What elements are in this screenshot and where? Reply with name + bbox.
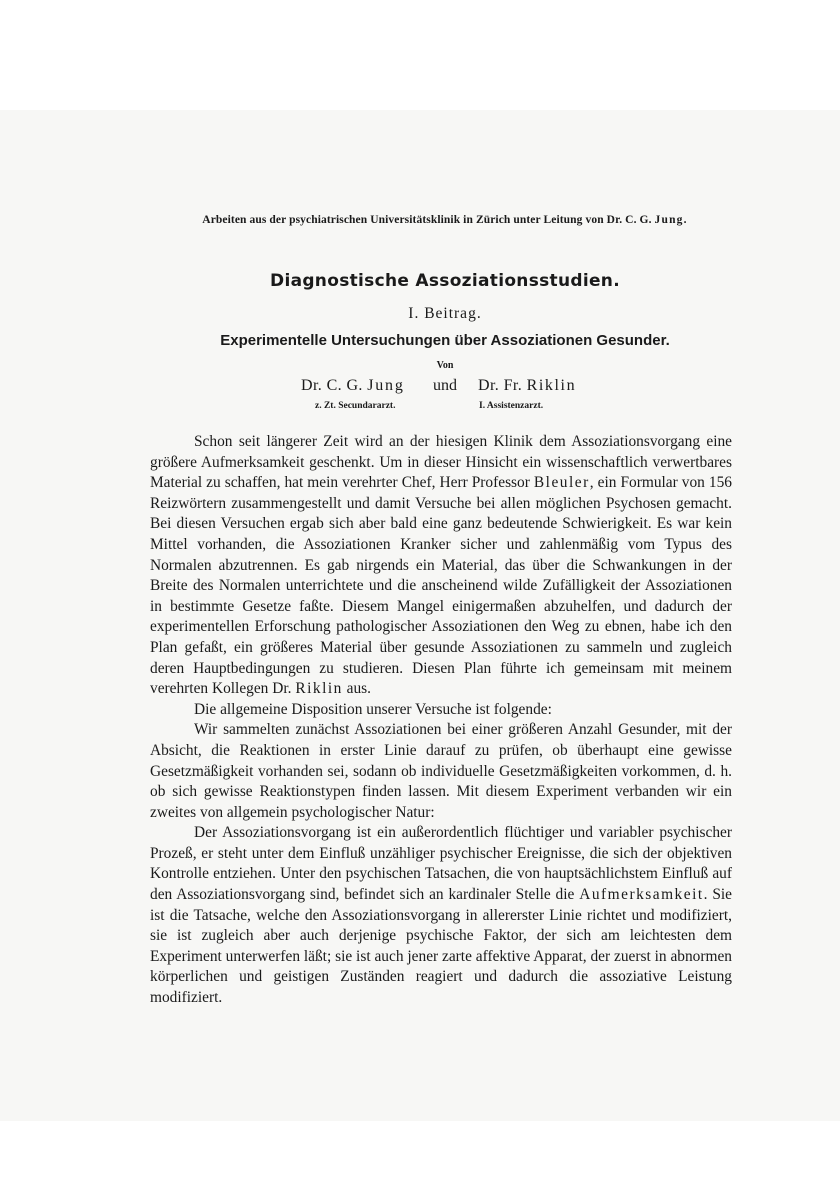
author-2-name: Riklin xyxy=(526,377,577,394)
name-riklin: Riklin xyxy=(295,680,343,698)
author-conjunction: und xyxy=(433,377,457,394)
article-title: Diagnostische Assoziationsstudien. xyxy=(270,271,620,291)
paragraph-1-part-2: , ein Formular von 156 Reizwörtern zusammengestellt und damit Versuche bei allen möglichen Psychosen gemacht. Bei diesen Versuchen ergab sich aber bald eine ganz bedeutende Schwierigkeit. Es war kein Mittel vorhanden, die Assoziationen Kranker sicher und zahlenmäßig vom Typus des Normalen abzutrennen. Es gab nirgends ein Material, das über die Schwankungen in der Breite des Normalen unterrichtete und die anscheinend wilde Zufälligkeit der Assoziationen in bestimmte Gesetze faßte. Diesem Mangel einigermaßen abzuhelfen, und dadurch der experimentellen Erforschung pathologischer Assoziationen den Weg zu ebnen, habe ich den Plan gefaßt, ein größeres Material über gesunde Assoziationen zu sammeln und zugleich deren Hauptbedingungen zu studieren. Diesen Plan führte ich gemeinsam mit meinem verehrten Kollegen Dr. xyxy=(150,474,732,698)
name-bleuler: Bleuler xyxy=(533,474,590,492)
paragraph-1 xyxy=(150,432,732,700)
running-head-text: Arbeiten aus der psychiatrischen Universitätsklinik in Zürich unter Leitung von Dr. C. G. xyxy=(202,214,652,226)
article-heading: Experimentelle Untersuchungen über Assoziationen Gesunder. xyxy=(220,332,670,349)
author-1-name: Jung xyxy=(367,377,405,394)
author-2 xyxy=(478,377,576,395)
paragraph-2: Die allgemeine Disposition unserer Versuche ist folgende: xyxy=(194,700,552,718)
term-aufmerksamkeit: Aufmerksamkeit xyxy=(579,886,704,904)
author-1-prefix: Dr. C. G. xyxy=(301,377,363,394)
author-1-role: z. Zt. Secundararzt. xyxy=(315,401,396,411)
body-text xyxy=(150,432,732,1009)
author-2-prefix: Dr. Fr. xyxy=(478,377,523,394)
running-head-name: Jung. xyxy=(654,214,688,226)
paragraph-3: Wir sammelten zunächst Assoziationen bei einer größeren Anzahl Gesunder, mit der Absicht, die Reaktionen in erster Linie darauf zu prüfen, ob überhaupt eine gewisse Gesetzmäßigkeit vorhanden sei, sodann ob individuelle Gesetzmäßigkeiten vorkommen, d. h. ob sich gewisse Reaktionstypen finden lassen. Mit diesem Experiment verbanden wir ein zweites von allgemein psychologischer Natur: xyxy=(150,721,732,821)
paragraph-4 xyxy=(150,823,732,1008)
author-1 xyxy=(301,377,405,395)
running-head xyxy=(153,214,737,226)
paragraph-1-part-1: Schon seit längerer Zeit wird an der hiesigen Klinik dem Assoziationsvorgang eine größere Aufmerksamkeit geschenkt. Um in dieser Hinsicht ein wissenschaftlich verwertbares Material zu schaffen, hat mein verehrter Chef, Herr Professor xyxy=(150,433,732,492)
author-2-role: I. Assistenzarzt. xyxy=(479,401,544,411)
paragraph-1-part-3: aus. xyxy=(342,680,372,698)
byline-von: Von xyxy=(436,360,454,371)
paragraph-4-part-1: Der Assoziationsvorgang ist ein außerordentlich flüchtiger und variabler psychischer Prozeß, er steht unter dem Einfluß unzähliger psychischer Ereignisse, die sich der objektiven Kontrolle entziehen. Unter den psychischen Tatsachen, die von hauptsächlichstem Einfluß auf den Assoziationsvorgang sind, befindet sich an kardinaler Stelle die xyxy=(150,824,732,904)
article-subtitle: I. Beitrag. xyxy=(408,305,482,322)
paragraph-4-part-2: . Sie ist die Tatsache, welche den Assoziationsvorgang in allererster Linie richtet und modifiziert, sie ist zugleich aber auch derjenige psychische Faktor, der sich am leichtesten dem Experiment unterwerfen läßt; sie ist auch jener zarte affektive Apparat, der zuerst in abnormen körperlichen und geistigen Zuständen reagiert und dadurch die assoziative Leistung modifiziert. xyxy=(150,886,732,1007)
